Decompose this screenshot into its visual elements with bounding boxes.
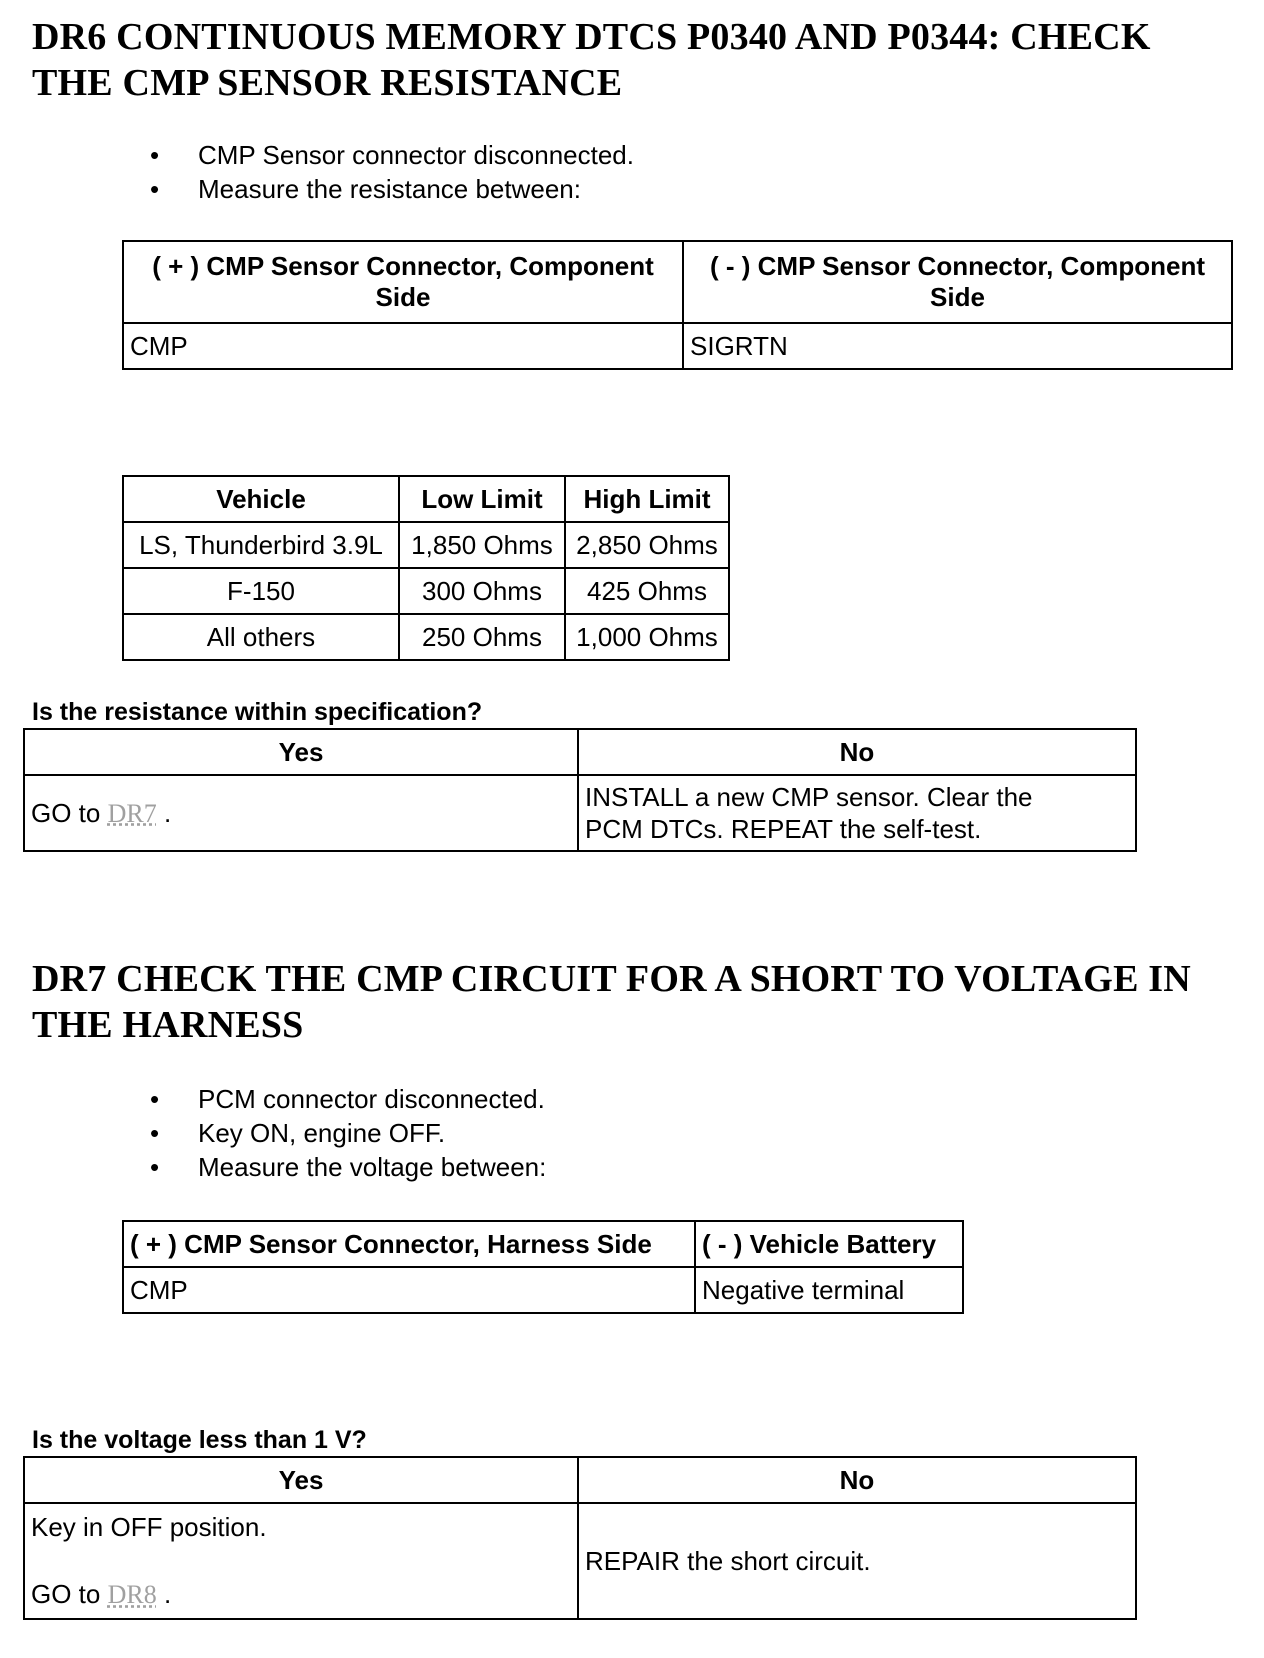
dr6-bullet-list — [150, 138, 634, 206]
list-item: • Measure the resistance between: — [150, 172, 634, 206]
dr6-spec-table — [122, 475, 730, 661]
table-cell: CMP — [123, 1267, 695, 1313]
dr6-measurement-table — [122, 240, 1233, 370]
table-header: High Limit — [565, 476, 729, 522]
dr7-heading — [32, 956, 1191, 1048]
table-header: ( - ) Vehicle Battery — [695, 1221, 963, 1267]
table-header: ( - ) CMP Sensor Connector, Component Side — [683, 241, 1232, 323]
table-cell: LS, Thunderbird 3.9L — [123, 522, 399, 568]
table-header: Vehicle — [123, 476, 399, 522]
dr7-question: Is the voltage less than 1 V? — [32, 1426, 367, 1454]
list-item: • CMP Sensor connector disconnected. — [150, 138, 634, 172]
dr7-link[interactable]: DR7 — [107, 798, 157, 828]
table-cell: Negative terminal — [695, 1267, 963, 1313]
yes-header: Yes — [24, 729, 578, 775]
no-header: No — [578, 729, 1136, 775]
table-cell: F-150 — [123, 568, 399, 614]
table-header: Low Limit — [399, 476, 565, 522]
table-cell: All others — [123, 614, 399, 660]
dr6-heading — [32, 14, 1151, 106]
list-item: • PCM connector disconnected. — [150, 1082, 546, 1116]
table-row — [123, 614, 729, 660]
dr6-answer-table — [23, 728, 1137, 852]
table-cell: 300 Ohms — [399, 568, 565, 614]
yes-cell: Key in OFF position. GO to DR8 . — [24, 1503, 578, 1619]
yes-header: Yes — [24, 1457, 578, 1503]
no-cell: REPAIR the short circuit. — [578, 1503, 1136, 1619]
no-cell: INSTALL a new CMP sensor. Clear the PCM DTCs. REPEAT the self-test. — [578, 775, 1136, 851]
dr7-measurement-table — [122, 1220, 964, 1314]
dr7-heading-line1: DR7 CHECK THE CMP CIRCUIT FOR A SHORT TO VOLTAGE IN — [32, 958, 1191, 1000]
table-cell: 2,850 Ohms — [565, 522, 729, 568]
dr7-heading-line2: THE HARNESS — [32, 1004, 304, 1046]
dr6-question: Is the resistance within specification? — [32, 698, 483, 726]
list-item: • Measure the voltage between: — [150, 1150, 546, 1184]
table-cell: CMP — [123, 323, 683, 369]
dr7-answer-table — [23, 1456, 1137, 1620]
table-row — [123, 522, 729, 568]
dr6-heading-line1: DR6 CONTINUOUS MEMORY DTCS P0340 AND P0344: CHECK — [32, 16, 1151, 58]
dr8-link[interactable]: DR8 — [107, 1580, 157, 1609]
table-cell: SIGRTN — [683, 323, 1232, 369]
dr7-bullet-list — [150, 1082, 546, 1184]
table-cell: 250 Ohms — [399, 614, 565, 660]
table-header: ( + ) CMP Sensor Connector, Harness Side — [123, 1221, 695, 1267]
table-cell: 425 Ohms — [565, 568, 729, 614]
list-item: • Key ON, engine OFF. — [150, 1116, 546, 1150]
yes-cell: GO to DR7 . — [24, 775, 578, 851]
no-header: No — [578, 1457, 1136, 1503]
table-cell: 1,850 Ohms — [399, 522, 565, 568]
table-cell: 1,000 Ohms — [565, 614, 729, 660]
table-row — [123, 568, 729, 614]
table-header: ( + ) CMP Sensor Connector, Component Side — [123, 241, 683, 323]
dr6-heading-line2: THE CMP SENSOR RESISTANCE — [32, 62, 623, 104]
